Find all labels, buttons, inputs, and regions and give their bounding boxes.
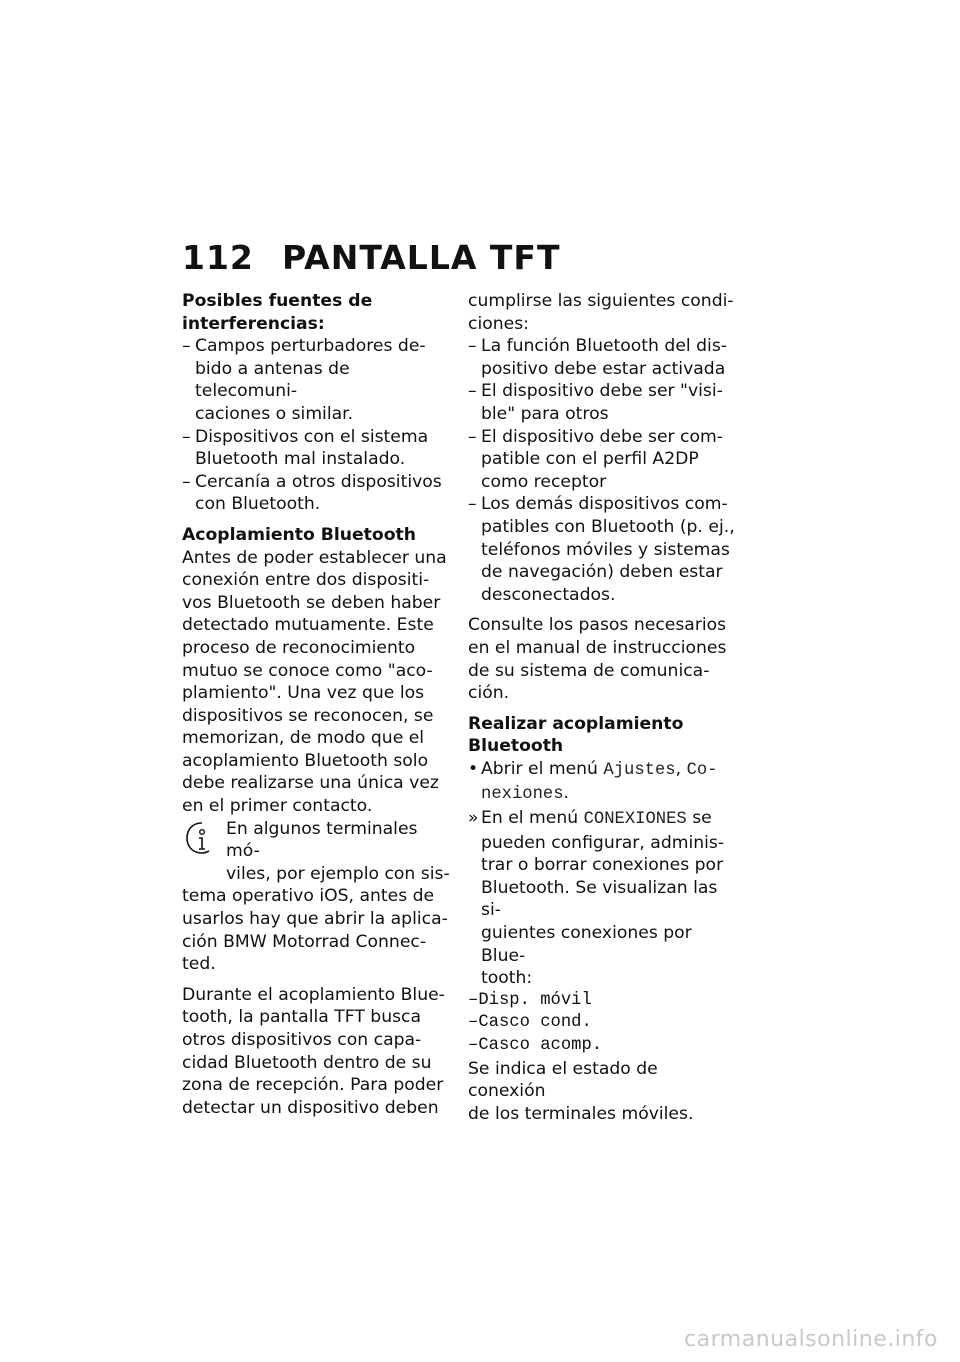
text-line: ted. — [182, 954, 216, 975]
list-item — [182, 335, 454, 425]
consult-paragraph — [468, 614, 740, 704]
text-line: como receptor — [481, 471, 607, 492]
text-line: positivo debe estar activada — [481, 358, 726, 379]
text-line: – Campos perturbadores de- — [195, 336, 426, 357]
page-header — [182, 238, 560, 277]
text-line: ción. — [468, 683, 510, 704]
list-item — [468, 335, 740, 380]
text-line: ción BMW Motorrad Connec- — [182, 931, 427, 952]
text-line: con Bluetooth. — [195, 494, 321, 515]
info-note — [182, 818, 454, 976]
text-line: Consulte los pasos necesarios — [468, 615, 727, 636]
text-line: teléfonos móviles y sistemas — [481, 539, 730, 560]
connection-item: –Casco acomp. — [468, 1036, 603, 1055]
info-icon — [184, 820, 220, 864]
list-item — [182, 426, 454, 471]
text-line — [481, 758, 740, 783]
interference-heading-line-2: interferencias: — [182, 313, 325, 334]
text-line: viles, por ejemplo con sis- — [226, 863, 450, 884]
text-line — [481, 782, 740, 807]
text-line: – Dispositivos con el sistema — [195, 426, 429, 447]
text-line: en el primer contacto. — [182, 796, 373, 817]
text-line: – La función Bluetooth del dis- — [481, 336, 727, 357]
text-line: Se indica el estado de conexión — [468, 1058, 658, 1102]
text-line: tema operativo iOS, antes de — [182, 886, 435, 907]
right-column — [468, 290, 740, 1125]
list-item — [182, 471, 454, 516]
pairing-paragraph — [182, 547, 454, 818]
list-item — [468, 493, 740, 606]
interference-heading-line-1: Posibles fuentes de — [182, 291, 373, 311]
text-line: debe realizarse una única vez — [182, 773, 439, 794]
text-line: de su sistema de comunica- — [468, 660, 710, 681]
text-line: En algunos terminales mó- — [226, 818, 418, 862]
text-line: – Los demás dispositivos com- — [481, 494, 728, 515]
text-line: Antes de poder establecer una — [182, 547, 447, 568]
watermark: carmanualsonline.info — [684, 1327, 938, 1352]
list-item — [468, 380, 740, 425]
text-line: vos Bluetooth se deben haber — [182, 592, 441, 613]
text-line: ble" para otros — [481, 403, 609, 424]
text-line: usarlos hay que abrir la aplica- — [182, 909, 448, 930]
left-column — [182, 290, 454, 1119]
text-line: conexión entre dos dispositi- — [182, 570, 430, 591]
text-line: proceso de reconocimiento — [182, 637, 416, 658]
text-line: – Cercanía a otros dispositivos — [195, 471, 442, 492]
step-item — [468, 758, 740, 807]
text-line: cidad Bluetooth dentro de su — [182, 1052, 432, 1073]
text-line: cumplirse las siguientes condi- — [468, 291, 734, 311]
text-line: Durante el acoplamiento Blue- — [182, 984, 445, 1005]
text-line: plamiento". Una vez que los — [182, 683, 425, 704]
text-line: tooth: — [481, 968, 533, 989]
text-line: zona de recepción. Para poder — [182, 1075, 444, 1096]
perform-pairing-heading-line-2: Bluetooth — [468, 736, 564, 757]
text-line: memorizan, de modo que el — [182, 728, 425, 749]
search-paragraph — [182, 984, 454, 1120]
text-line: pueden configurar, adminis- — [481, 832, 725, 853]
text-line: de los terminales móviles. — [468, 1103, 694, 1124]
text-line: – El dispositivo debe ser "visi- — [481, 381, 723, 402]
text-line: mutuo se conoce como "aco- — [182, 660, 433, 681]
pairing-heading: Acoplamiento Bluetooth — [182, 524, 416, 545]
text-line: de navegación) deben estar — [481, 562, 723, 583]
text-line: tooth, la pantalla TFT busca — [182, 1007, 422, 1028]
text-line: bido a antenas de telecomuni- — [195, 358, 350, 402]
text-line: caciones o similar. — [195, 403, 354, 424]
list-item — [468, 426, 740, 494]
text-line — [481, 807, 740, 832]
result-arrow-icon: » — [468, 808, 479, 829]
step-result — [468, 807, 740, 990]
text-line: Bluetooth mal instalado. — [195, 449, 406, 470]
menu-ajustes: Ajustes — [603, 760, 676, 780]
page-number: 112 — [182, 238, 254, 277]
text-line: ciones: — [468, 313, 529, 334]
chapter-title: PANTALLA TFT — [282, 238, 561, 277]
bullet-icon: • — [468, 758, 479, 779]
text-line: dispositivos se reconocen, se — [182, 705, 434, 726]
step-text: Abrir el menú — [481, 758, 604, 779]
text-line: detectar un dispositivo deben — [182, 1097, 439, 1118]
text-line: acoplamiento Bluetooth solo — [182, 750, 429, 771]
menu-conexiones-part-2: nexiones — [481, 785, 564, 805]
step-text: En el menú — [481, 808, 584, 829]
text-line: – El dispositivo debe ser com- — [481, 426, 723, 447]
perform-pairing-heading-line-1: Realizar acoplamiento — [468, 713, 684, 734]
text-line: trar o borrar conexiones por — [481, 855, 724, 876]
connection-item: –Disp. móvil — [468, 990, 592, 1010]
text-line: guientes conexiones por Blue- — [481, 923, 692, 966]
separator: , — [675, 758, 687, 779]
connection-item: –Casco cond. — [468, 1013, 592, 1033]
text-line: patibles con Bluetooth (p. ej., — [481, 516, 735, 537]
text-line: desconectados. — [481, 584, 616, 605]
text-line: en el manual de instrucciones — [468, 637, 727, 658]
text-line: detectado mutuamente. Este — [182, 615, 434, 636]
text-line: patible con el perfil A2DP — [481, 449, 699, 470]
step-end: . — [563, 783, 569, 804]
menu-conexiones-part-1: Co- — [686, 760, 718, 780]
menu-conexiones-caps: CONEXIONES — [583, 810, 687, 830]
step-text: se — [686, 808, 712, 829]
text-line: otros dispositivos con capa- — [182, 1030, 422, 1050]
text-line: Bluetooth. Se visualizan las si- — [481, 877, 718, 921]
